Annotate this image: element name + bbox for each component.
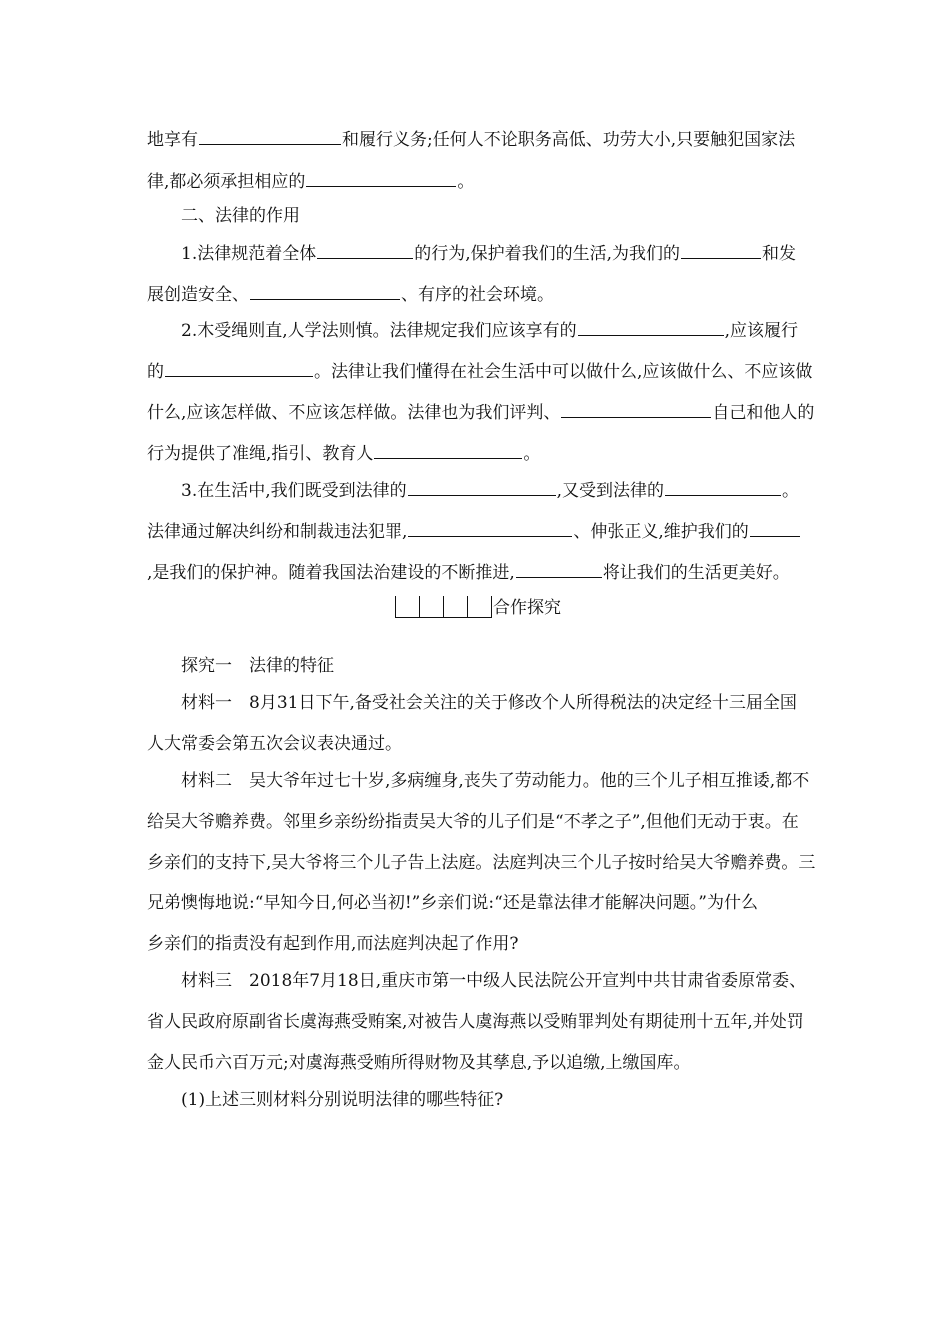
material-line: 材料三 2018年7月18日,重庆市第一中级人民法院公开宣判中共甘肃省委原常委、: [181, 971, 807, 991]
text-line: 3.在生活中,我们既受到法律的 ,又受到法律的 。: [181, 481, 800, 501]
section-banner: [395, 596, 561, 619]
explore-title: 探究一 法律的特征: [181, 656, 334, 676]
fill-blank[interactable]: [750, 521, 800, 537]
banner-box: [395, 596, 420, 618]
fill-blank[interactable]: [408, 480, 556, 496]
fill-blank[interactable]: [317, 243, 413, 259]
text-line: 2.木受绳则直,人学法则慎。法律规定我们应该享有的 ,应该履行: [181, 321, 799, 341]
fill-blank[interactable]: [665, 480, 781, 496]
banner-box: [467, 596, 492, 618]
material-line: 人大常委会第五次会议表决通过。: [147, 734, 402, 754]
text-line: 地享有 和履行义务;任何人不论职务高低、功劳大小,只要触犯国家法: [147, 130, 796, 150]
material-line: 乡亲们的支持下,吴大爷将三个儿子告上法庭。法庭判决三个儿子按时给吴大爷赡养费。三: [147, 853, 816, 873]
text-line: 律,都必须承担相应的 。: [147, 172, 475, 192]
material-line: 材料一 8月31日下午,备受社会关注的关于修改个人所得税法的决定经十三届全国: [181, 693, 797, 713]
text-line: ,是我们的保护神。随着我国法治建设的不断推进, 将让我们的生活更美好。: [147, 563, 790, 583]
fill-blank[interactable]: [165, 361, 313, 377]
section-heading: 二、法律的作用: [181, 206, 300, 226]
text-line: 行为提供了准绳,指引、教育人 。: [147, 444, 541, 464]
question: (1)上述三则材料分别说明法律的哪些特征?: [181, 1090, 504, 1110]
fill-blank[interactable]: [250, 284, 400, 300]
section-label: 合作探究: [493, 598, 561, 618]
fill-blank[interactable]: [681, 243, 761, 259]
text-line: 什么,应该怎样做、不应该怎样做。法律也为我们评判、 自己和他人的: [147, 403, 815, 423]
material-line: 乡亲们的指责没有起到作用,而法庭判决起了作用?: [147, 934, 519, 954]
material-line: 省人民政府原副省长虞海燕受贿案,对被告人虞海燕以受贿罪判处有期徒刑十五年,并处罚: [147, 1012, 804, 1032]
fill-blank[interactable]: [516, 562, 602, 578]
fill-blank[interactable]: [578, 320, 724, 336]
text-line: 法律通过解决纠纷和制裁违法犯罪, 、伸张正义,维护我们的: [147, 521, 801, 542]
text-line: 展创造安全、 、有序的社会环境。: [147, 285, 554, 305]
material-line: 金人民币六百万元;对虞海燕受贿所得财物及其孳息,予以追缴,上缴国库。: [147, 1053, 691, 1073]
fill-blank[interactable]: [199, 129, 341, 145]
material-line: 兄弟懊悔地说:“早知今日,何必当初!”乡亲们说:“还是靠法律才能解决问题。”为什么: [147, 893, 758, 913]
text-line: 的 。法律让我们懂得在社会生活中可以做什么,应该做什么、不应该做: [147, 362, 813, 382]
banner-box: [419, 596, 444, 618]
fill-blank[interactable]: [408, 521, 572, 537]
fill-blank[interactable]: [306, 171, 456, 187]
material-line: 给吴大爷赡养费。邻里乡亲纷纷指责吴大爷的儿子们是“不孝之子”,但他们无动于衷。在: [147, 812, 799, 832]
banner-box: [443, 596, 468, 618]
fill-blank[interactable]: [374, 443, 522, 459]
fill-blank[interactable]: [561, 402, 711, 418]
material-line: 材料二 吴大爷年过七十岁,多病缠身,丧失了劳动能力。他的三个儿子相互推诿,都不: [181, 771, 810, 791]
text-line: 1.法律规范着全体 的行为,保护着我们的生活,为我们的 和发: [181, 244, 797, 264]
